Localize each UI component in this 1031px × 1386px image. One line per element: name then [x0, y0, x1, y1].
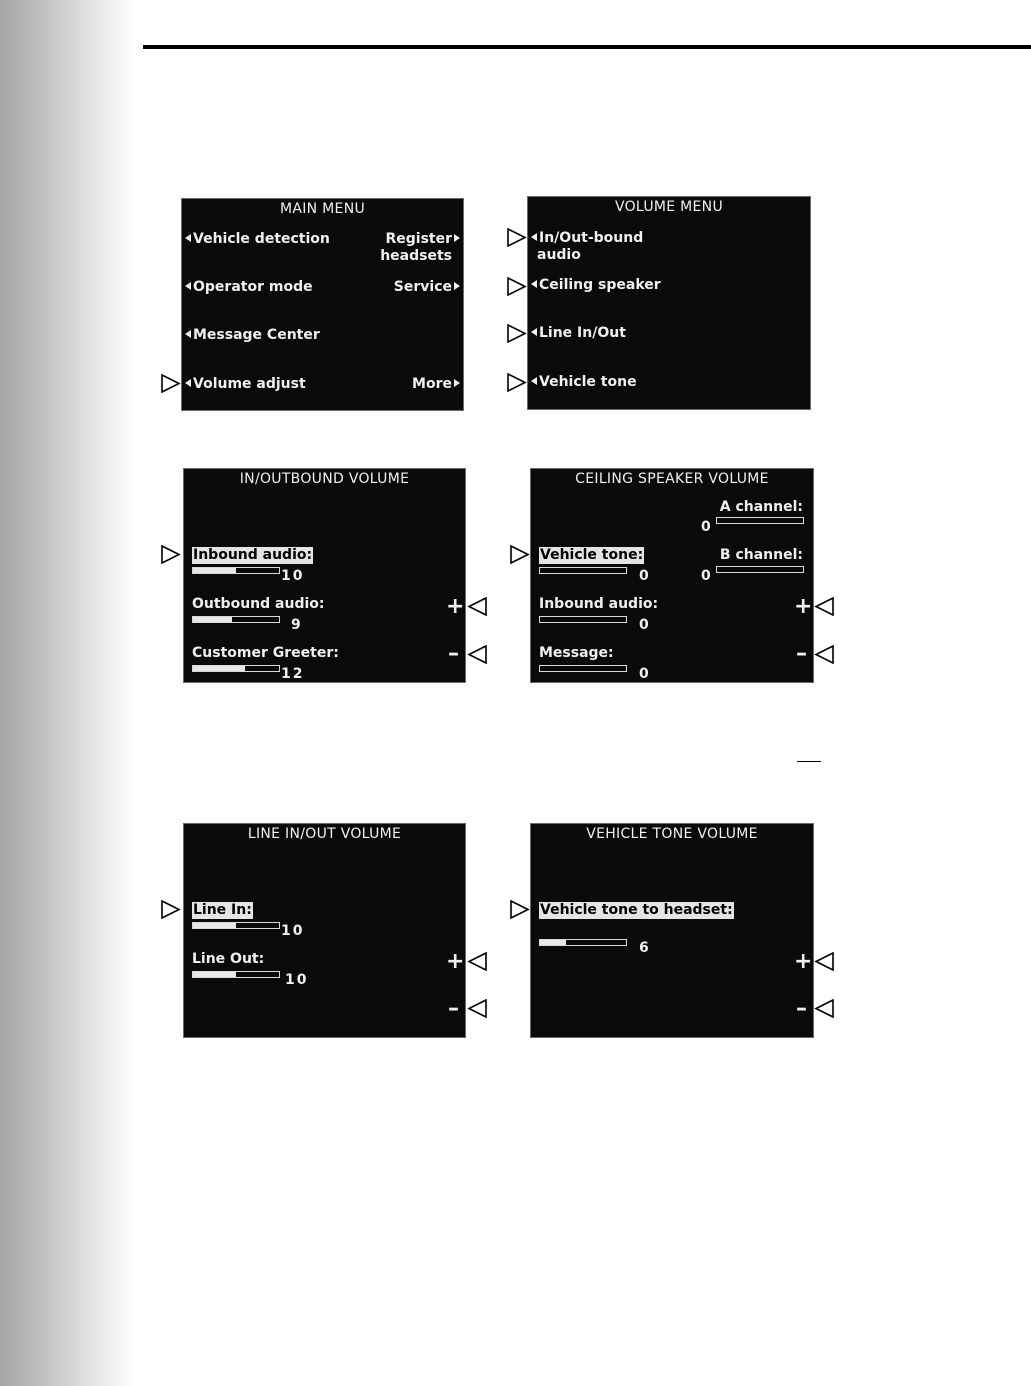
page-margin-shade — [0, 0, 135, 1386]
level-fill — [193, 923, 236, 928]
pointer-arrow-icon — [507, 373, 527, 392]
menu-item-label: Vehicle detection — [193, 231, 330, 247]
left-arrow-icon — [185, 234, 191, 242]
line-in-level-bar[interactable] — [192, 922, 280, 929]
message-label[interactable]: Message: — [539, 645, 614, 661]
main-menu-screen — [181, 198, 464, 411]
line-in-label[interactable]: Line In: — [193, 902, 252, 918]
left-arrow-icon — [185, 282, 191, 290]
b-channel-label[interactable]: B channel: — [719, 547, 803, 563]
a-channel-label[interactable]: A channel: — [719, 499, 803, 515]
screen-title: VEHICLE TONE VOLUME — [586, 826, 758, 842]
menu-item-label: More — [412, 376, 452, 392]
line-inout-volume-screen — [183, 823, 466, 1038]
vehicle-tone-value: 0 — [639, 568, 651, 584]
vehicle-tone-to-headset-value: 6 — [639, 940, 651, 956]
pointer-arrow-icon — [507, 228, 527, 247]
pointer-arrow-icon — [161, 374, 181, 393]
pointer-arrow-left-icon — [814, 645, 834, 664]
menu-item-label: Ceiling speaker — [539, 277, 661, 293]
inbound-audio-level-bar[interactable] — [539, 616, 627, 623]
screen-title: LINE IN/OUT VOLUME — [247, 826, 402, 842]
line-out-label[interactable]: Line Out: — [192, 951, 265, 967]
menu-item-service[interactable] — [394, 279, 460, 296]
right-arrow-icon — [454, 379, 460, 387]
menu-item-ceiling-speaker[interactable] — [531, 277, 661, 294]
inbound-audio-label[interactable]: Inbound audio: — [193, 547, 313, 563]
outbound-audio-value: 9 — [291, 617, 303, 633]
ceiling-speaker-volume-screen — [530, 468, 814, 683]
pointer-arrow-icon — [510, 900, 530, 919]
screen-title: IN/OUTBOUND VOLUME — [239, 471, 410, 487]
line-out-level-bar[interactable] — [192, 971, 280, 978]
menu-item-vehicle-detection[interactable] — [185, 231, 330, 248]
plus-icon[interactable]: + — [446, 594, 465, 619]
pointer-arrow-left-icon — [814, 999, 834, 1018]
message-level-bar[interactable] — [539, 665, 627, 672]
menu-item-more[interactable] — [412, 376, 460, 393]
level-fill — [193, 617, 232, 622]
menu-item-label: Operator mode — [193, 279, 313, 295]
pointer-arrow-icon — [507, 277, 527, 296]
menu-item-label: Volume adjust — [193, 376, 306, 392]
inoutbound-volume-screen — [183, 468, 466, 683]
menu-item-message-center[interactable] — [185, 327, 320, 344]
plus-icon[interactable]: + — [794, 594, 813, 619]
minus-icon[interactable]: – — [796, 996, 807, 1021]
screen-title: MAIN MENU — [279, 201, 366, 217]
pointer-arrow-left-icon — [467, 999, 487, 1018]
left-arrow-icon — [531, 328, 537, 336]
inbound-audio-label[interactable]: Inbound audio: — [539, 596, 659, 612]
customer-greeter-value: 12 — [281, 666, 305, 682]
customer-greeter-label[interactable]: Customer Greeter: — [192, 645, 339, 661]
pointer-arrow-left-icon — [814, 952, 834, 971]
outbound-audio-level-bar[interactable] — [192, 616, 280, 623]
vehicle-tone-to-headset-label[interactable]: Vehicle tone to headset: — [540, 902, 733, 918]
right-arrow-icon — [454, 234, 460, 242]
header-rule — [143, 45, 1031, 49]
inbound-audio-value: 10 — [281, 568, 305, 584]
left-arrow-icon — [531, 233, 537, 241]
left-arrow-icon — [185, 330, 191, 338]
minus-icon[interactable]: – — [448, 996, 459, 1021]
inbound-audio-value: 0 — [639, 617, 651, 633]
pointer-arrow-left-icon — [814, 597, 834, 616]
level-fill — [193, 666, 245, 671]
screen-title: CEILING SPEAKER VOLUME — [575, 471, 769, 487]
customer-greeter-level-bar[interactable] — [192, 665, 280, 672]
line-in-value: 10 — [281, 923, 305, 939]
menu-item-label: Service — [393, 279, 452, 295]
menu-item-vehicle-tone[interactable] — [531, 374, 637, 391]
outbound-audio-label[interactable]: Outbound audio: — [192, 596, 325, 612]
menu-item-label: Vehicle tone — [539, 374, 637, 390]
volume-menu-screen — [527, 196, 811, 410]
message-value: 0 — [639, 666, 651, 682]
left-arrow-icon — [185, 379, 191, 387]
pointer-arrow-icon — [510, 545, 530, 564]
vehicle-tone-label[interactable]: Vehicle tone: — [540, 547, 644, 563]
vehicle-tone-volume-screen — [530, 823, 814, 1038]
menu-item-label: Register — [385, 231, 452, 247]
pointer-arrow-icon — [161, 545, 181, 564]
menu-item-label: In/Out-bound — [539, 230, 644, 246]
menu-item-register-headsets[interactable] — [380, 231, 460, 265]
pointer-arrow-icon — [507, 324, 527, 343]
menu-item-operator-mode[interactable] — [185, 279, 313, 296]
underline-mark — [797, 761, 821, 762]
minus-icon[interactable]: – — [448, 641, 459, 666]
pointer-arrow-icon — [161, 900, 181, 919]
menu-item-line-inout[interactable] — [531, 325, 626, 342]
menu-item-label: Message Center — [193, 327, 320, 343]
menu-item-inout-bound-audio[interactable] — [531, 230, 643, 264]
menu-item-label-line2: headsets — [380, 248, 452, 264]
left-arrow-icon — [531, 280, 537, 288]
level-fill — [540, 940, 566, 945]
b-channel-level-bar[interactable] — [716, 566, 804, 573]
right-arrow-icon — [454, 282, 460, 290]
b-channel-value: 0 — [701, 568, 713, 584]
minus-icon[interactable]: – — [796, 641, 807, 666]
plus-icon[interactable]: + — [446, 949, 465, 974]
pointer-arrow-left-icon — [467, 645, 487, 664]
menu-item-volume-adjust[interactable] — [185, 376, 306, 393]
a-channel-level-bar[interactable] — [716, 517, 804, 524]
vehicle-tone-to-headset-level-bar[interactable] — [539, 939, 627, 946]
level-fill — [193, 568, 236, 573]
screen-title: VOLUME MENU — [614, 199, 724, 215]
menu-item-label: Line In/Out — [539, 325, 626, 341]
line-out-value: 10 — [285, 972, 309, 988]
left-arrow-icon — [531, 377, 537, 385]
menu-item-label-line2: audio — [537, 247, 581, 263]
level-fill — [193, 972, 236, 977]
vehicle-tone-level-bar[interactable] — [539, 567, 627, 574]
pointer-arrow-left-icon — [467, 952, 487, 971]
inbound-audio-level-bar[interactable] — [192, 567, 280, 574]
pointer-arrow-left-icon — [467, 597, 487, 616]
plus-icon[interactable]: + — [794, 949, 813, 974]
a-channel-value: 0 — [701, 519, 713, 535]
